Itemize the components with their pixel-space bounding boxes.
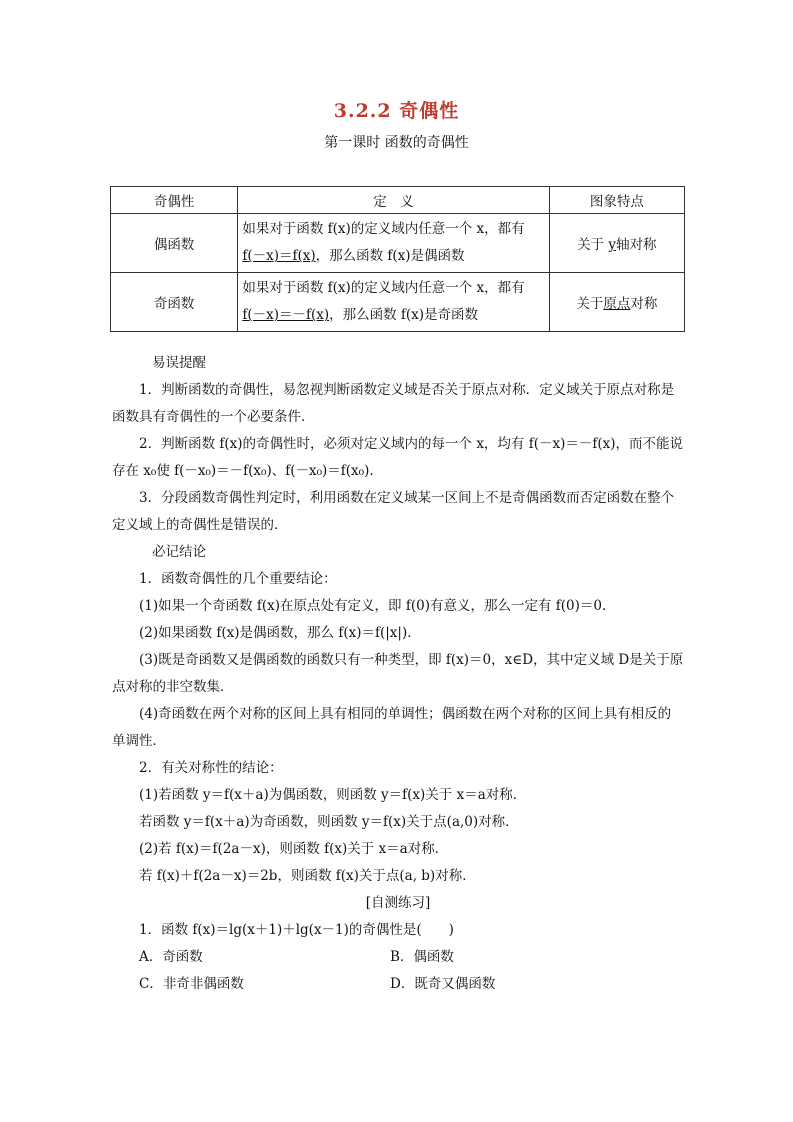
conclusion-item: 若函数 y＝f(x＋a)为奇函数，则函数 y＝f(x)关于点(a,0)对称． xyxy=(139,814,519,830)
conclusion-subheading: 1．函数奇偶性的几个重要结论： xyxy=(139,571,337,587)
feature-key: 原点 xyxy=(603,296,631,312)
definition-line: 如果对于函数 f(x)的定义域内任意一个 x，都有 xyxy=(242,221,525,237)
definition-conclusion: ，那么函数 f(x)是奇函数 xyxy=(329,307,479,323)
page-title: 3.2.2 奇偶性 xyxy=(333,100,460,122)
page-subtitle: 第一课时 函数的奇偶性 xyxy=(324,135,469,151)
row-name-cell: 奇函数 xyxy=(111,273,238,332)
answer-option[interactable]: D．既奇又偶函数 xyxy=(390,976,496,992)
answer-option[interactable]: A．奇函数 xyxy=(139,949,203,965)
row-feature-cell xyxy=(549,273,684,332)
table-header-cell: 定 义 xyxy=(238,187,549,214)
table-row-odd xyxy=(111,273,685,332)
conclusion-subheading: 2．有关对称性的结论： xyxy=(139,760,283,776)
conclusion-item: 若 f(x)＋f(2a－x)＝2b，则函数 f(x)关于点(a, b)对称． xyxy=(139,868,476,884)
table-header-cell: 奇偶性 xyxy=(111,187,238,214)
conclusions-heading: 必记结论 xyxy=(152,544,206,560)
table-row-even xyxy=(111,214,685,273)
feature-suffix: 轴对称 xyxy=(616,237,657,253)
table-header-row xyxy=(111,187,685,214)
definition-conclusion: ，那么函数 f(x)是偶函数 xyxy=(315,248,465,264)
table-header-cell: 图象特点 xyxy=(549,187,684,214)
practice-heading: [自测练习] xyxy=(365,895,431,911)
definition-condition: f(－x)＝f(x) xyxy=(242,248,316,264)
row-name-cell: 偶函数 xyxy=(111,214,238,273)
row-feature-cell xyxy=(549,214,684,273)
conclusion-item: (1)如果一个奇函数 f(x)在原点处有定义，即 f(0)有意义，那么一定有 f(0)＝0. xyxy=(139,598,607,614)
conclusion-item: (2)如果函数 f(x)是偶函数，那么 f(x)＝f(|x|)． xyxy=(139,625,421,641)
conclusion-item: (2)若 f(x)＝f(2a－x)，则函数 f(x)关于 x＝a对称． xyxy=(139,841,449,857)
pitfall-item: 1．判断函数的奇偶性，易忽视判断函数定义域是否关于原点对称．定义域关于原点对称是函数具有奇偶性的一个必要条件． xyxy=(112,382,675,425)
conclusion-item: (1)若函数 y＝f(x＋a)为偶函数，则函数 y＝f(x)关于 x＝a对称． xyxy=(139,787,527,803)
practice-question: 1．函数 f(x)＝lg(x＋1)＋lg(x－1)的奇偶性是( ) xyxy=(139,922,454,938)
conclusion-item: (3)既是奇函数又是偶函数的函数只有一种类型，即 f(x)＝0，x∈D，其中定义域 D是关于原点对称的非空数集． xyxy=(112,652,684,695)
feature-prefix: 关于 xyxy=(577,237,609,253)
answer-option[interactable]: B．偶函数 xyxy=(390,949,454,965)
pitfalls-heading: 易误提醒 xyxy=(152,355,206,371)
row-definition-cell xyxy=(238,214,549,273)
row-definition-cell xyxy=(238,273,549,332)
feature-prefix: 关于 xyxy=(576,296,604,312)
definition-line: 如果对于函数 f(x)的定义域内任意一个 x，都有 xyxy=(242,280,525,296)
definition-condition: f(－x)＝－f(x) xyxy=(242,307,330,323)
pitfall-item: 3．分段函数奇偶性判定时，利用函数在定义域某一区间上不是奇偶函数而否定函数在整个定义域上的奇偶性是错误的． xyxy=(112,490,675,533)
feature-suffix: 对称 xyxy=(630,296,658,312)
pitfall-item: 2．判断函数 f(x)的奇偶性时，必须对定义域内的每一个 x，均有 f(－x)＝－f(x)，而不能说存在 x₀使 f(－x₀)＝－f(x₀)、f(－x₀)＝f(x₀)． xyxy=(112,436,684,479)
definition-table xyxy=(110,186,685,332)
feature-key: y xyxy=(608,237,617,253)
conclusion-item: (4)奇函数在两个对称的区间上具有相同的单调性；偶函数在两个对称的区间上具有相反的单调性． xyxy=(112,706,672,749)
answer-option[interactable]: C．非奇非偶函数 xyxy=(139,976,244,992)
body-text xyxy=(112,350,684,998)
answer-options-row xyxy=(112,944,684,971)
answer-options-row xyxy=(112,971,684,998)
